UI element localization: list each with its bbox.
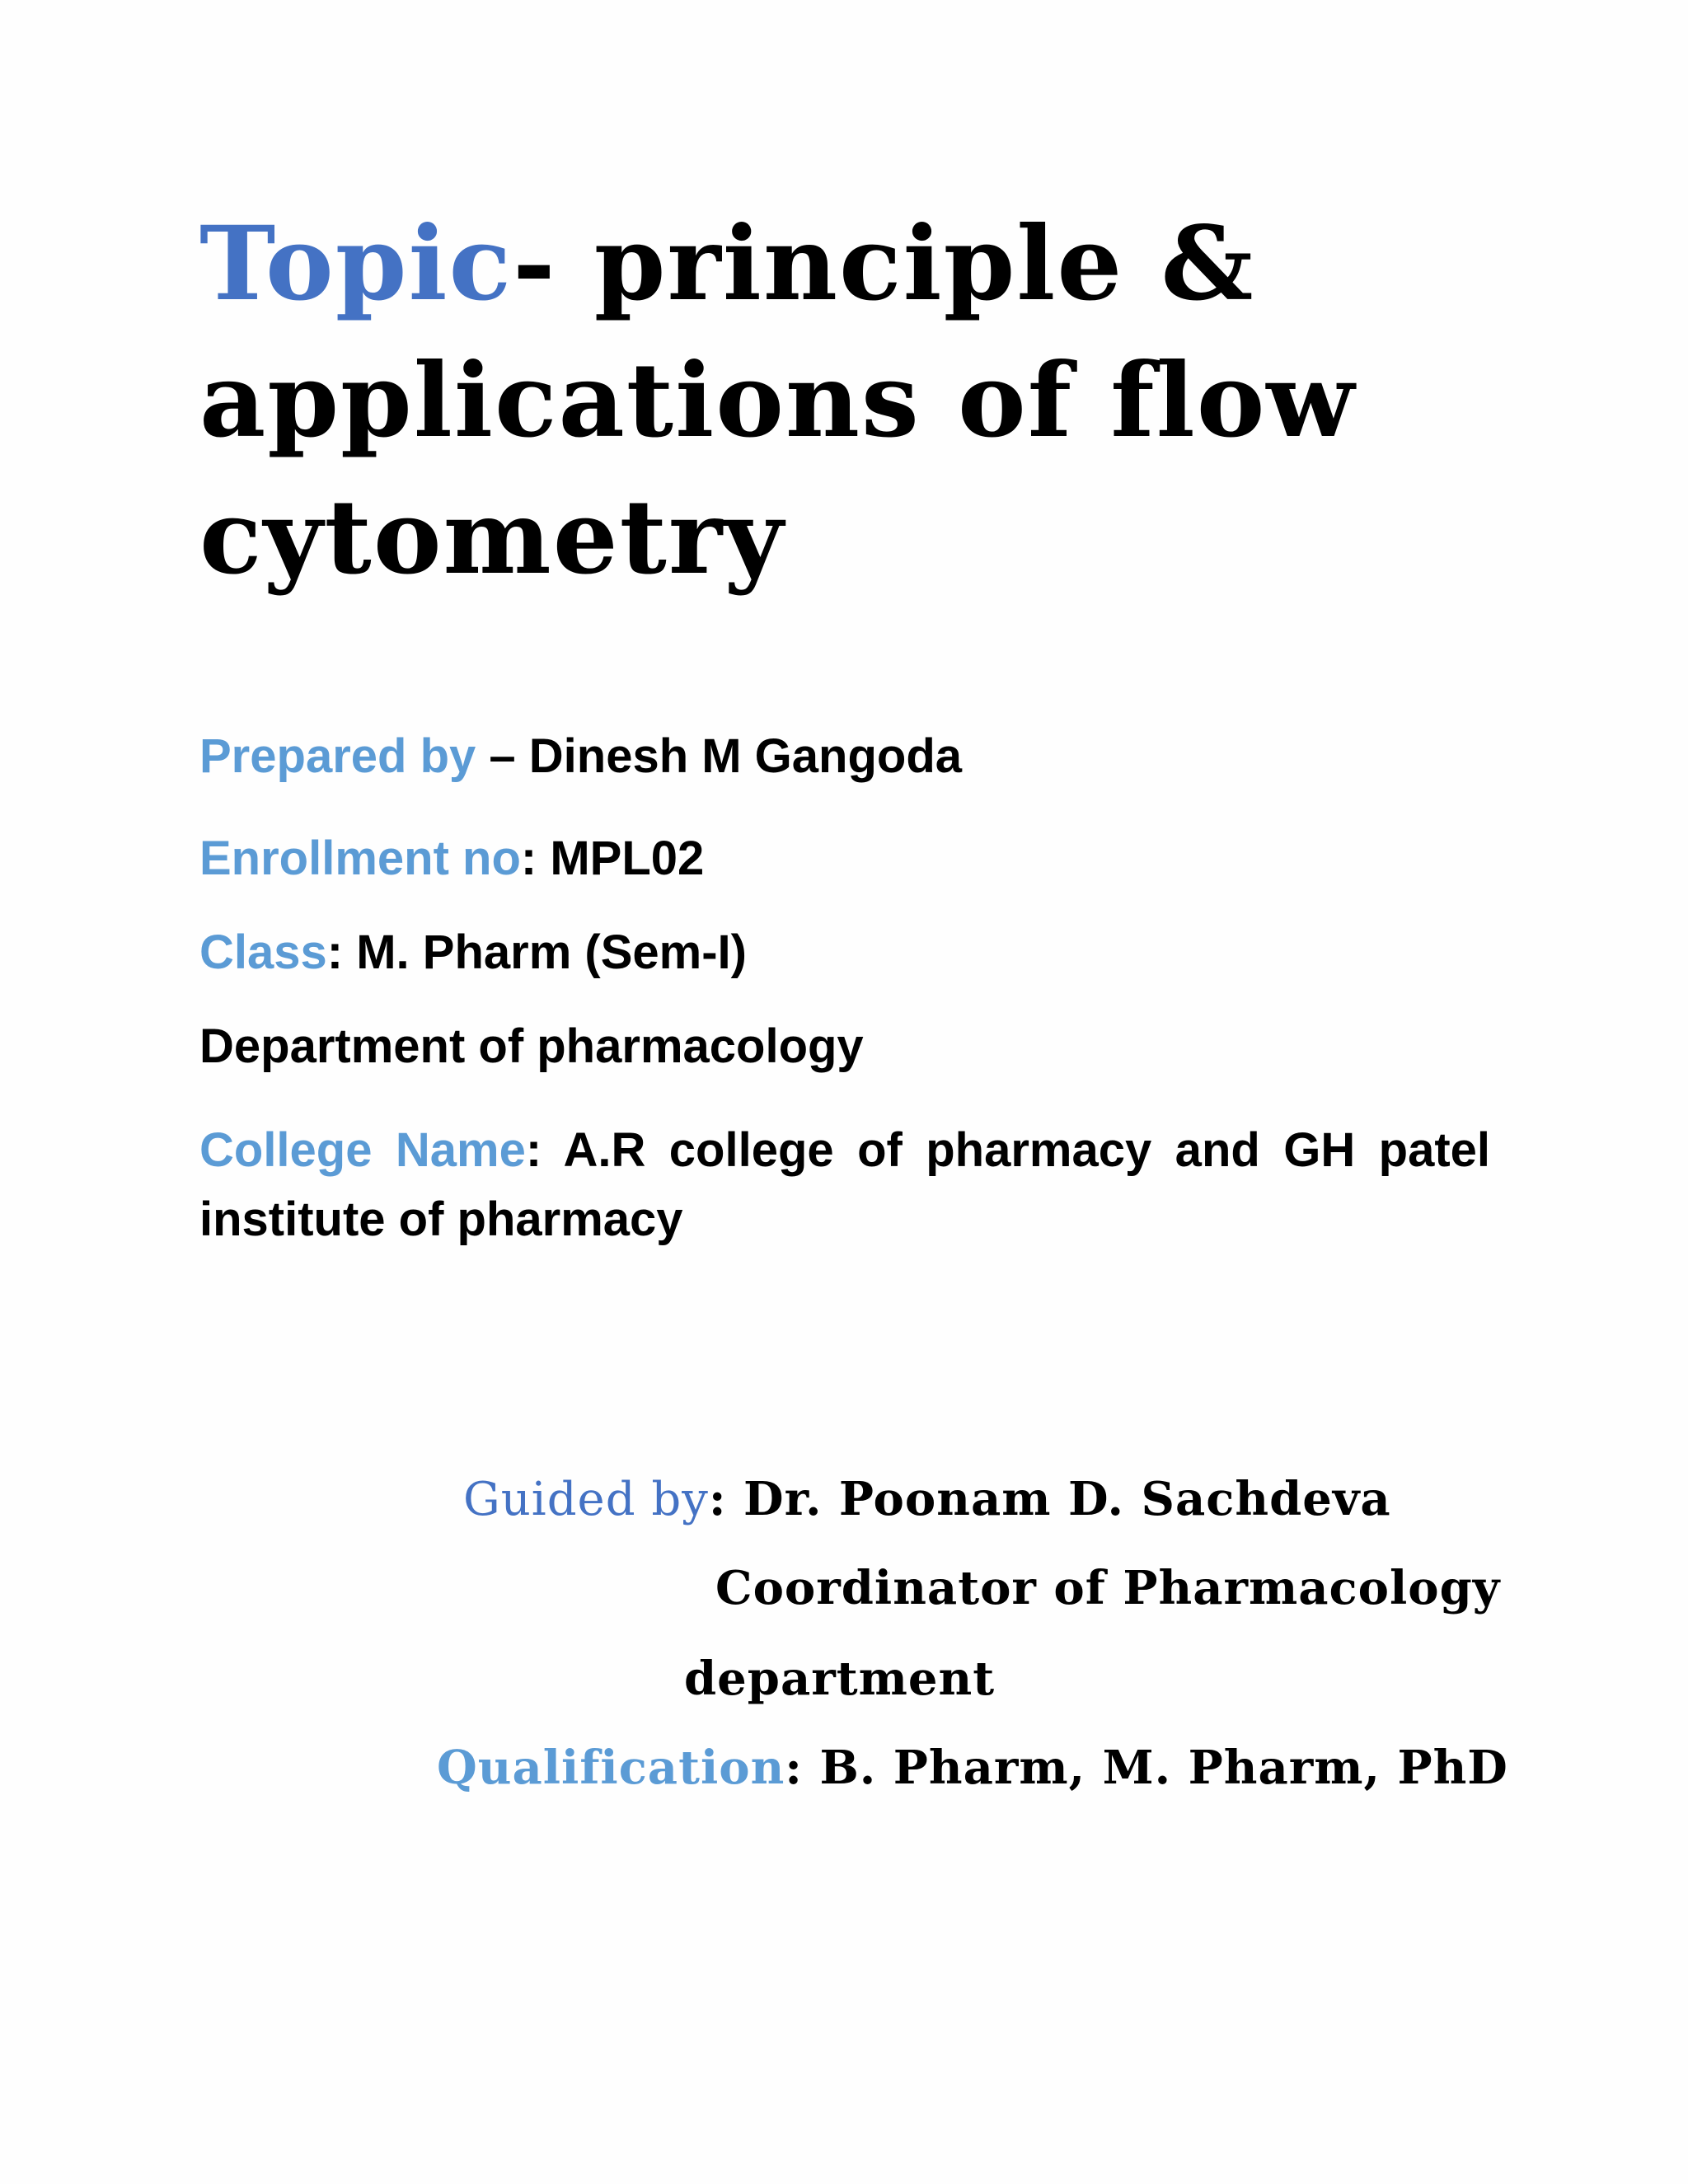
topic-label: Topic bbox=[199, 204, 513, 324]
class-separator: : bbox=[326, 926, 357, 979]
department-line: Department of pharmacology bbox=[199, 1019, 864, 1073]
college-value: A.R college of pharmacy and GH patel institute of pharmacy bbox=[199, 1123, 1491, 1246]
class-line bbox=[199, 925, 747, 980]
prepared-by-separator: – bbox=[476, 729, 529, 783]
enrollment-value: MPL02 bbox=[550, 832, 705, 885]
enrollment-line bbox=[199, 831, 704, 886]
qualification-separator: : bbox=[785, 1741, 820, 1795]
guided-by-label: Guided by bbox=[463, 1473, 709, 1526]
qualification-label: Qualification bbox=[437, 1741, 785, 1795]
class-value: M. Pharm (Sem-I) bbox=[356, 926, 747, 979]
guided-by-line bbox=[463, 1472, 1391, 1526]
guide-name: Dr. Poonam D. Sachdeva bbox=[743, 1472, 1391, 1526]
qualification-value: B. Pharm, M. Pharm, PhD bbox=[819, 1741, 1508, 1795]
college-line bbox=[199, 1116, 1490, 1254]
page-title bbox=[199, 196, 1551, 607]
class-label: Class bbox=[199, 926, 327, 979]
qualification-line bbox=[437, 1741, 1508, 1795]
prepared-by-line bbox=[199, 729, 962, 784]
enrollment-label: Enrollment no bbox=[199, 832, 521, 885]
college-label: College Name bbox=[199, 1123, 526, 1177]
guide-role-line-2: department bbox=[684, 1652, 996, 1706]
guide-role-line-1: Coordinator of Pharmacology bbox=[715, 1561, 1501, 1615]
topic-text: - principle & applications of flow cytometry bbox=[199, 204, 1357, 598]
prepared-by-value: Dinesh M Gangoda bbox=[528, 729, 963, 783]
guided-by-separator: : bbox=[708, 1472, 744, 1526]
prepared-by-label: Prepared by bbox=[199, 729, 476, 783]
enrollment-separator: : bbox=[520, 832, 551, 885]
college-separator: : bbox=[525, 1123, 564, 1177]
